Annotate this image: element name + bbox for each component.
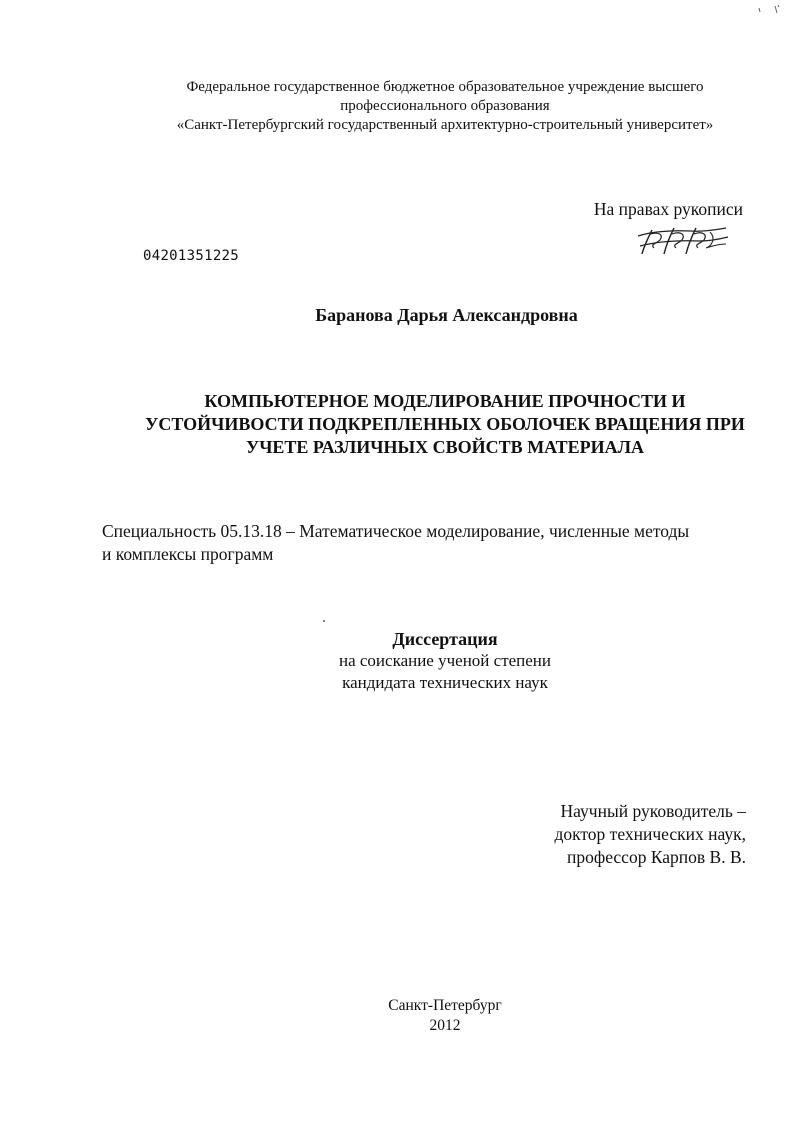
institution-header xyxy=(100,78,790,135)
dissertation-block xyxy=(100,628,790,694)
scan-marks-decoration xyxy=(755,4,785,18)
dissertation-title xyxy=(100,390,790,459)
title-line-3: УЧЕТЕ РАЗЛИЧНЫХ СВОЙСТВ МАТЕРИАЛА xyxy=(245,437,645,457)
supervisor-block xyxy=(554,800,746,869)
dissertation-line-2: кандидата технических наук xyxy=(342,673,548,692)
specialty-line-1: Специальность 05.13.18 – Математическое моделирование, численные методы xyxy=(102,521,690,541)
scan-speck xyxy=(323,620,325,622)
footer-year: 2012 xyxy=(429,1017,461,1034)
manuscript-note: На правах рукописи xyxy=(593,199,743,219)
author-name: Баранова Дарья Александровна xyxy=(315,305,578,325)
footer-city: Санкт-Петербург xyxy=(388,997,502,1014)
dissertation-heading: Диссертация xyxy=(392,629,498,649)
dissertation-line-1: на соискание ученой степени xyxy=(338,651,552,670)
specialty-line-2: и комплексы программ xyxy=(102,544,274,564)
institution-line-1: Федеральное государственное бюджетное образовательное учреждение высшего xyxy=(186,79,704,95)
signature-icon xyxy=(630,222,730,258)
supervisor-line-1: Научный руководитель – xyxy=(560,801,746,821)
footer-block xyxy=(100,996,790,1036)
title-line-1: КОМПЬЮТЕРНОЕ МОДЕЛИРОВАНИЕ ПРОЧНОСТИ И xyxy=(204,391,686,411)
title-line-2: УСТОЙЧИВОСТИ ПОДКРЕПЛЕННЫХ ОБОЛОЧЕК ВРАЩЕНИЯ ПРИ xyxy=(145,414,745,434)
supervisor-line-3: профессор Карпов В. В. xyxy=(567,847,746,867)
registration-number: 04201351225 xyxy=(143,248,240,264)
supervisor-line-2: доктор технических наук, xyxy=(554,824,746,844)
specialty xyxy=(102,520,689,566)
institution-line-2: профессионального образования xyxy=(340,98,550,114)
institution-line-3: «Санкт-Петербургский государственный архитектурно-строительный университет» xyxy=(176,117,714,133)
